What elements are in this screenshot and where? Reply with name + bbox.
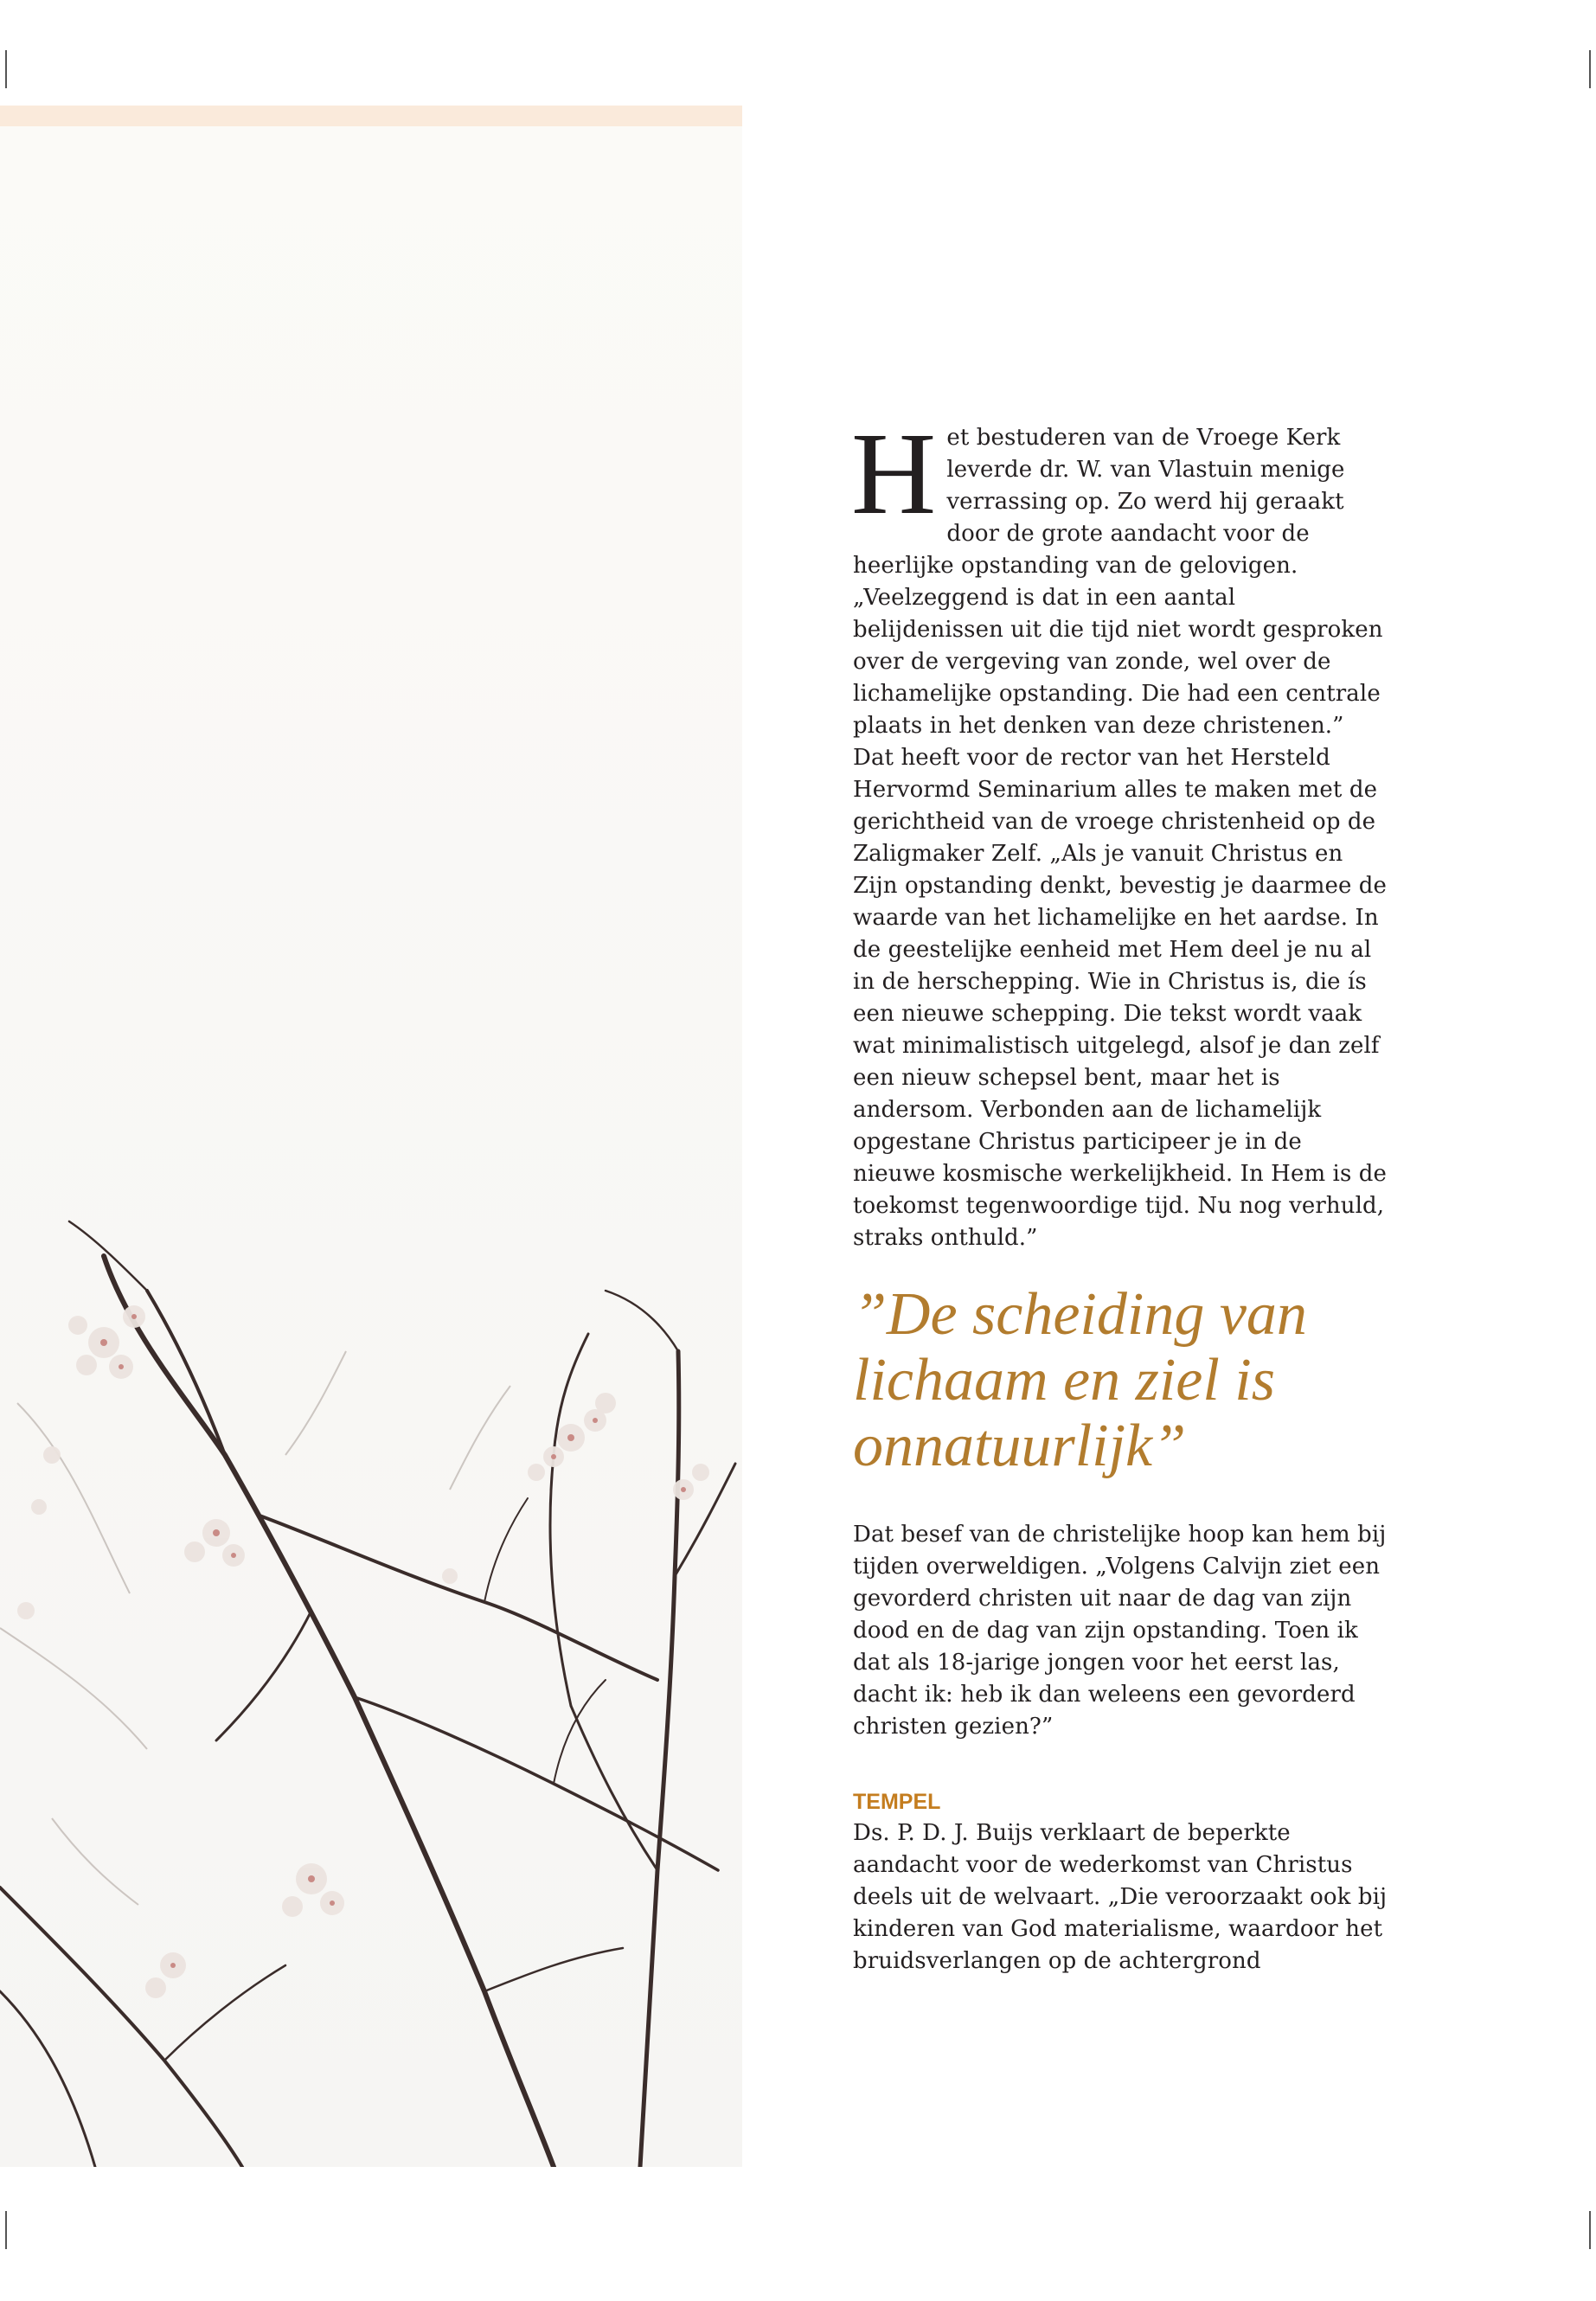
article-column (851, 409, 1389, 1977)
article-paragraph-4: Ds. P. D. J. Buijs verklaart de beperkte aandacht voor de wederkomst van Christus deels uit de welvaart. „Die veroorzaakt ook bij kinderen van God materialisme, waardoor het bruidsverlangen op de achtergrond (853, 1820, 1388, 1974)
blossom-photo (0, 106, 742, 2167)
crop-mark-top-right (1589, 50, 1591, 88)
blossom-branches-illustration (0, 106, 742, 2167)
section-subheading: TEMPEL (853, 1790, 941, 1814)
drop-cap: H (851, 409, 937, 539)
pull-quote: ”De scheiding van lichaam en ziel is onnatuurlijk” (853, 1281, 1307, 1479)
paragraph-1-text: et bestuderen van de Vroege Kerk leverde dr. W. van Vlastuin menige verrassing op. Zo werd hij geraakt door de grote aandacht voor de heerlijke opstanding van de gelovigen. „Veelzeggend is dat in een aantal belijdenissen uit die tijd niet wordt gesproken over de vergeving van zonde, wel over de lichamelijke opstanding. Die had een centrale plaats in het denken van deze christenen.” (853, 425, 1383, 739)
article-paragraph-1 (851, 409, 1389, 742)
crop-mark-top-left (5, 50, 7, 88)
crop-mark-bottom-left (5, 2211, 7, 2249)
crop-mark-bottom-right (1589, 2211, 1591, 2249)
article-paragraph-3: Dat besef van de christelijke hoop kan hem bij tijden overweldigen. „Volgens Calvijn ziet een gevorderd christen uit naar de dag van zijn dood en de dag van zijn opstanding. Toen ik dat als 18-jarige jongen voor het eerst las, dacht ik: heb ik dan weleens een gevorderd christen gezien?” (853, 1522, 1387, 1740)
article-paragraph-2: Dat heeft voor de rector van het Hersteld Hervormd Seminarium alles te maken met de gerichtheid van de vroege christenheid op de Zaligmaker Zelf. „Als je vanuit Christus en Zijn opstanding denkt, bevestig je daarmee de waarde van het lichamelijke en het aardse. In de geestelijke eenheid met Hem deel je nu al in de herschepping. Wie in Christus is, die ís een nieuwe schepping. Die tekst wordt vaak wat minimalistisch uitgelegd, alsof je dan zelf een nieuw schepsel bent, maar het is andersom. Verbonden aan de lichamelijk opgestane Christus participeer je in de nieuwe kosmische werkelijkheid. In Hem is de toekomst tegenwoordige tijd. Nu nog verhuld, straks onthuld.” (853, 745, 1388, 1251)
